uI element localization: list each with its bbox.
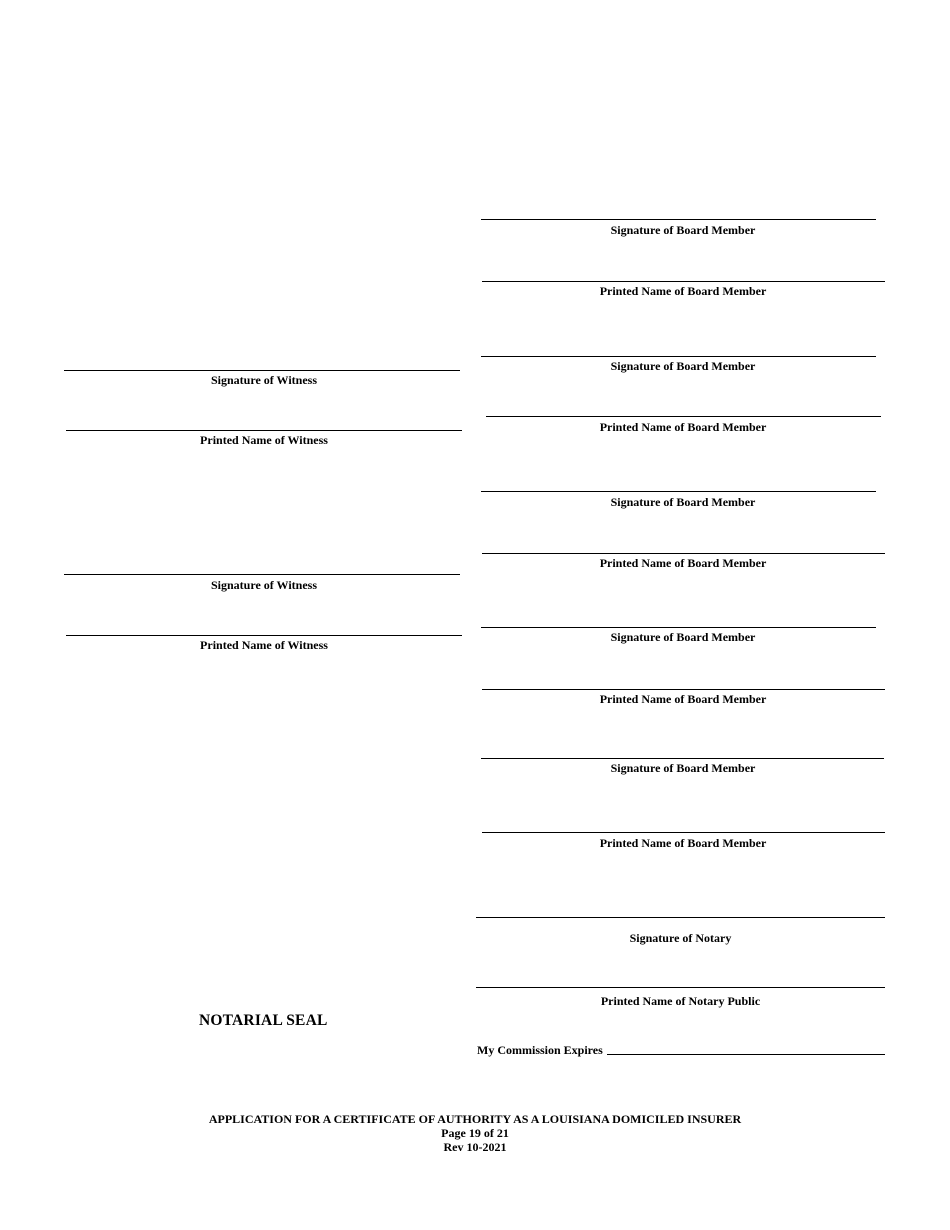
commission-expires-line-accent xyxy=(661,1054,751,1055)
notary-signature-label: Signature of Notary xyxy=(629,931,732,945)
witness-printed-name-line[interactable] xyxy=(66,430,462,431)
witness-signature-line[interactable] xyxy=(64,370,460,371)
board-printed-name-label: Printed Name of Board Member xyxy=(599,556,767,570)
board-signature-line[interactable] xyxy=(481,219,876,220)
witness-signature-label: Signature of Witness xyxy=(210,578,318,592)
board-printed-name-label: Printed Name of Board Member xyxy=(599,692,767,706)
board-signature-line[interactable] xyxy=(481,491,876,492)
witness-signature-line[interactable] xyxy=(64,574,460,575)
witness-printed-name-label: Printed Name of Witness xyxy=(200,433,328,447)
notary-signature-line-end xyxy=(786,917,885,918)
witness-printed-name-label: Printed Name of Witness xyxy=(200,638,328,652)
page-footer xyxy=(0,1112,950,1154)
witness-signature-label: Signature of Witness xyxy=(210,373,318,387)
board-signature-line[interactable] xyxy=(481,627,876,628)
board-signature-label: Signature of Board Member xyxy=(610,359,756,373)
notarial-seal-label: NOTARIAL SEAL xyxy=(199,1012,328,1029)
board-signature-label: Signature of Board Member xyxy=(610,223,756,237)
board-printed-name-label: Printed Name of Board Member xyxy=(599,284,767,298)
notary-printed-name-line[interactable] xyxy=(476,987,786,988)
board-printed-name-line[interactable] xyxy=(482,689,885,690)
board-signature-label: Signature of Board Member xyxy=(610,761,756,775)
board-printed-name-line[interactable] xyxy=(482,832,885,833)
notary-printed-name-line-end xyxy=(786,987,885,988)
board-signature-line[interactable] xyxy=(481,356,876,357)
board-printed-name-line[interactable] xyxy=(482,553,885,554)
board-signature-label: Signature of Board Member xyxy=(610,630,756,644)
board-printed-name-line[interactable] xyxy=(482,281,885,282)
footer-revision: Rev 10-2021 xyxy=(443,1140,507,1154)
commission-expires-label: My Commission Expires xyxy=(477,1043,603,1057)
board-printed-name-label: Printed Name of Board Member xyxy=(599,836,767,850)
notary-signature-line[interactable] xyxy=(476,917,786,918)
board-printed-name-line[interactable] xyxy=(486,416,881,417)
footer-page-number: Page 19 of 21 xyxy=(441,1126,509,1140)
board-printed-name-label: Printed Name of Board Member xyxy=(599,420,767,434)
board-signature-label: Signature of Board Member xyxy=(610,495,756,509)
notary-printed-name-label: Printed Name of Notary Public xyxy=(600,994,761,1008)
board-signature-line[interactable] xyxy=(481,758,884,759)
witness-printed-name-line[interactable] xyxy=(66,635,462,636)
footer-title: APPLICATION FOR A CERTIFICATE OF AUTHORITY AS A LOUISIANA DOMICILED INSURER xyxy=(208,1112,742,1126)
